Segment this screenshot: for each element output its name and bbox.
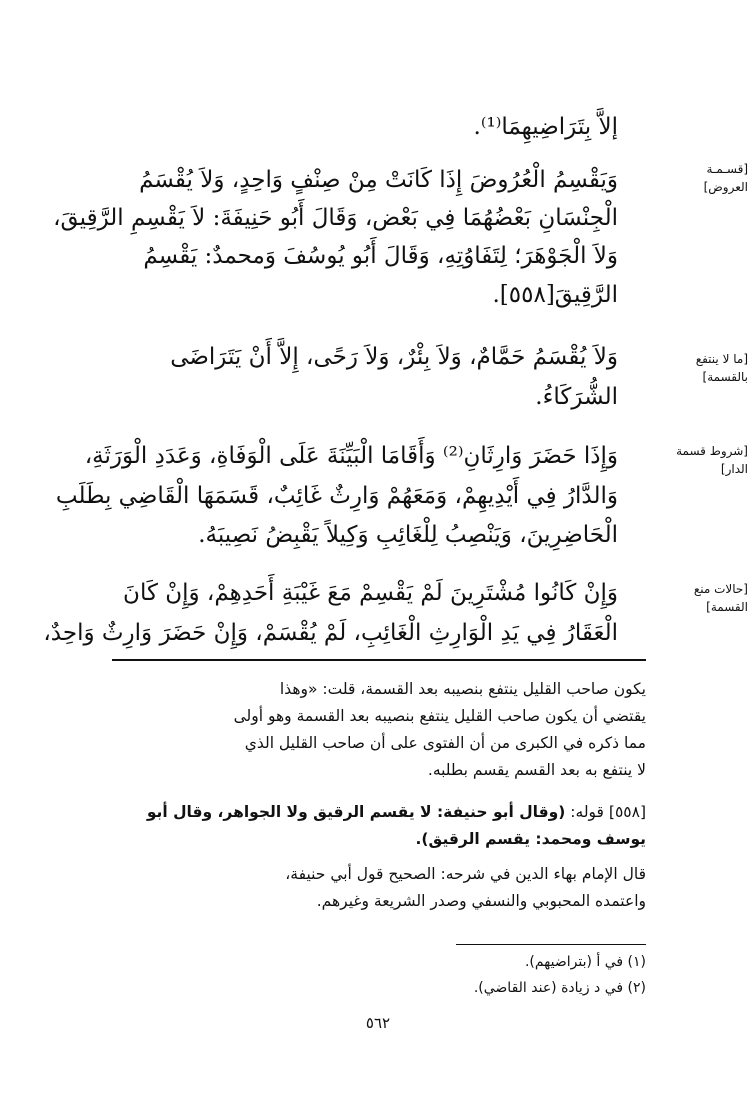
commentary-quote-cont: يوسف ومحمد: يقسم الرقيق). [415,830,646,848]
main-text-line: الْحَاضِرِينَ، وَيَنْصِبُ لِلْغَائِبِ وَكِيلاً يَقْبِضُ نَصِيبَهُ. [198,522,618,548]
main-text-line: وَلاَ يُقْسَمُ حَمَّامٌ، وَلاَ بِئْرٌ، وَلاَ رَحًى، إِلاَّ أَنْ يَتَرَاضَى [170,344,618,370]
commentary-line: يكون صاحب القليل ينتفع بنصيبه بعد القسمة، قلت: «وهذا [279,680,646,698]
footnote-rule [456,944,646,945]
separator-rule [112,659,646,661]
main-text-line: الْجِنْسَانِ بَعْضُهُمَا فِي بَعْض، وَقَالَ أَبُو حَنِيفَةَ: لاَ يَقْسِمِ الرَّقِيقَ، [53,205,618,231]
commentary-quote: (وقال أبو حنيفة: لا يقسم الرقيق ولا الجواهر، وقال أبو [146,803,566,821]
main-text-line: وَيَقْسِمُ الْعُرُوضَ إِذَا كَانَتْ مِنْ صِنْفٍ وَاحِدٍ، وَلاَ يُقْسَمُ [139,167,618,193]
main-text-line: وَإِذَا حَضَرَ وَارِثَانِ⁽²⁾ وَأَقَامَا الْبَيِّنَةَ عَلَى الْوَفَاةِ، وَعَدَدِ الْوَرَثَةِ، [84,443,618,469]
main-text-line: الْعَقَارُ فِي يَدِ الْوَارِثِ الْغَائِبِ، لَمْ يُقْسَمْ، وَإِنْ حَضَرَ وَارِثٌ وَاحِدٌ، [43,620,618,646]
commentary-line: لا ينتفع به بعد القسم يقسم بطلبه. [427,761,646,779]
main-text-line: وَالدَّارُ فِي أَيْدِيهِمْ، وَمَعَهُمْ وَارِثٌ غَائِبٌ، قَسَمَهَا الْقَاضِي بِطَلَبِ [55,483,618,509]
commentary-ref: [٥٥٨] [608,803,646,821]
commentary-line: مما ذكره في الكبرى من أن الفتوى على أن صاحب القليل الذي [244,734,646,752]
commentary-line: واعتمده المحبوبي والنسفي وصدر الشريعة وغيرهم. [316,892,646,910]
commentary-entry-558 [110,799,646,825]
footnote-2: (٢) في د زيادة (عند القاضي). [473,980,646,996]
main-text-line: وَلاَ الْجَوْهَرَ؛ لِتَفَاوُتِهِ، وَقَالَ أَبُو يُوسُفَ وَمحمدٌ: يَقْسِمُ [143,243,618,269]
footnote-1: (١) في أ (بتراضيهم). [524,954,646,970]
main-text-line: الشُّرَكَاءُ. [535,384,618,410]
commentary-line: قال الإمام بهاء الدين في شرحه: الصحيح قول أبي حنيفة، [285,865,646,883]
side-note-indivisible: [ما لا ينتفع بالقسمة] [695,352,748,384]
side-note-house-division-conditions: [شروط قسمة الدار] [676,444,748,476]
commentary-intro: قوله: [570,803,604,821]
side-note-division-prevention: [حالات منع القسمة] [693,582,748,614]
side-note-goods-division: [قسـمـة العروض] [703,162,748,194]
commentary-line: يقتضي أن يكون صاحب القليل ينتفع بنصيبه بعد القسمة وهو أولى [233,707,646,725]
opening-line: إلاَّ بِتَرَاضِيهِمَا⁽¹⁾. [473,114,618,140]
main-text-line: الرَّقِيقَ[٥٥٨]. [492,282,618,308]
main-text-line: وَإِنْ كَانُوا مُشْتَرِينَ لَمْ يَقْسِمْ مَعَ غَيْبَةِ أَحَدِهِمْ، وَإِنْ كَانَ [123,580,618,606]
page-number: ٥٦٢ [365,1014,391,1032]
